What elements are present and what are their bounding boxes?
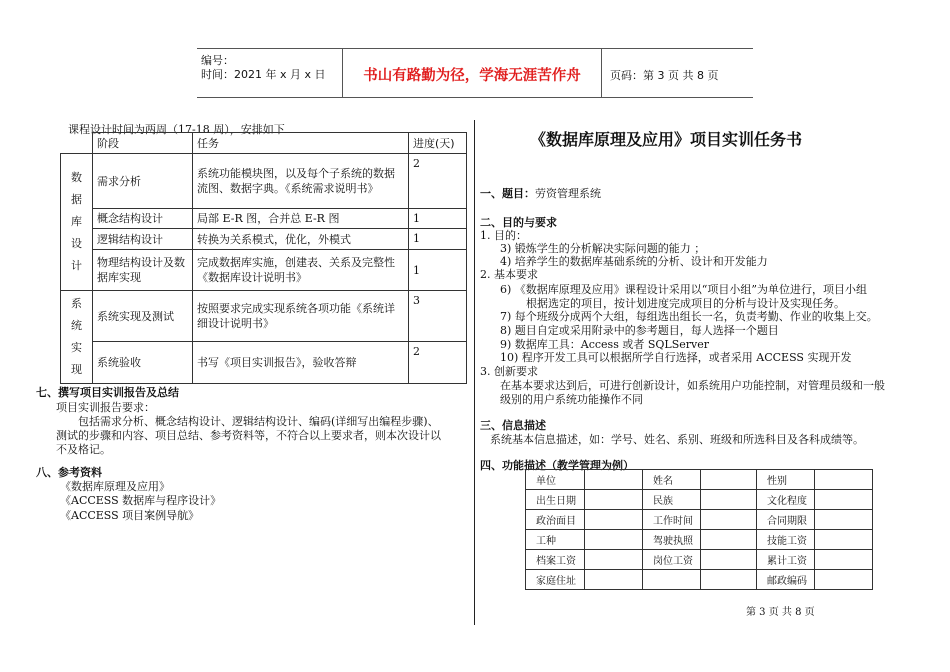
field-value (701, 550, 757, 570)
section2-line: 6) 《数据库原理及应用》课程设计采用以“项目小组”为单位进行，项目小组 (500, 283, 868, 296)
field-value (585, 570, 643, 590)
field-label: 档案工资 (526, 550, 585, 570)
header-meta (197, 49, 343, 97)
section2-line: 根据选定的项目，按计划进度完成项目的分析与设计及实现任务。 (526, 297, 845, 310)
time-label: 时间：2021 年 x 月 x 日 (201, 68, 326, 81)
field-label: 技能工资 (757, 530, 815, 550)
section2-line: 3. 创新要求 (480, 365, 538, 378)
days-cell: 1 (409, 229, 467, 250)
table-row (61, 229, 467, 250)
field-value (585, 550, 643, 570)
table-row (526, 530, 873, 550)
field-label: 出生日期 (526, 490, 585, 510)
field-label: 家庭住址 (526, 570, 585, 590)
field-label: 驾驶执照 (643, 530, 701, 550)
section2-line: 2. 基本要求 (480, 268, 538, 281)
table-row (61, 250, 467, 291)
section2-line: 7) 每个班级分成两个大组，每组选出组长一名，负责考勤、作业的收集上交。 (500, 310, 878, 323)
table-row (526, 550, 873, 570)
group-label-sys: 系 统 实 现 (61, 291, 93, 384)
section1-label: 一、题目： (480, 187, 535, 200)
task-cell: 转换为关系模式，优化，外模式 (193, 229, 409, 250)
field-value (815, 550, 873, 570)
days-cell: 1 (409, 250, 467, 291)
section1 (480, 185, 601, 201)
field-label: 政治面目 (526, 510, 585, 530)
phase-cell: 概念结构设计 (93, 209, 193, 229)
section2-line: 1. 目的： (480, 229, 527, 242)
field-value (815, 470, 873, 490)
schedule-table (60, 132, 467, 384)
field-value (701, 570, 757, 590)
field-value (815, 570, 873, 590)
phase-cell: 需求分析 (93, 154, 193, 209)
field-value (585, 470, 643, 490)
section2-line: 在基本要求达到后，可进行创新设计，如系统用户功能控制，对管理员级和一般 (500, 379, 885, 392)
field-value (701, 530, 757, 550)
field-value (701, 470, 757, 490)
task-cell: 局部 E-R 图，合并总 E-R 图 (193, 209, 409, 229)
phase-cell: 系统验收 (93, 342, 193, 384)
header-page-cell (602, 49, 753, 97)
field-value (701, 510, 757, 530)
section1-value: 劳资管理系统 (535, 187, 601, 200)
section7-line: 项目实训报告要求： (56, 401, 155, 414)
field-label (643, 570, 701, 590)
document-title: 《数据库原理及应用》项目实训任务书 (530, 130, 803, 149)
section3-title: 三、信息描述 (480, 419, 546, 432)
field-label: 民族 (643, 490, 701, 510)
days-cell: 2 (409, 342, 467, 384)
header-phase: 阶段 (93, 133, 193, 154)
table-row (61, 154, 467, 209)
header-motto-cell (343, 49, 602, 97)
field-label: 文化程度 (757, 490, 815, 510)
phase-cell: 逻辑结构设计 (93, 229, 193, 250)
header-days: 进度(天) (409, 133, 467, 154)
header-task: 任务 (193, 133, 409, 154)
reference-item: 《ACCESS 数据库与程序设计》 (60, 494, 222, 507)
reference-item: 《数据库原理及应用》 (60, 480, 170, 493)
section2-line: 级别的用户系统功能操作不同 (500, 393, 643, 406)
section7-line: 不及格记。 (56, 443, 111, 456)
section2-line: 9) 数据库工具：Access 或者 SQLServer (500, 338, 709, 351)
days-cell: 3 (409, 291, 467, 342)
phase-cell: 系统实现及测试 (93, 291, 193, 342)
field-value (815, 490, 873, 510)
field-value (585, 490, 643, 510)
field-label: 单位 (526, 470, 585, 490)
page-footer: 第 3 页 共 8 页 (746, 607, 815, 618)
schedule-intro: 课程设计时间为两周（17-18 周），安排如下 (68, 123, 285, 136)
field-label: 合同期限 (757, 510, 815, 530)
field-value (815, 530, 873, 550)
section8-title: 八、参考资料 (36, 466, 102, 479)
task-cell: 系统功能模块图，以及每个子系统的数据流图、数据字典。《系统需求说明书》 (193, 154, 409, 209)
field-label: 性别 (757, 470, 815, 490)
field-label: 累计工资 (757, 550, 815, 570)
days-cell: 1 (409, 209, 467, 229)
table-row (526, 470, 873, 490)
field-label: 工种 (526, 530, 585, 550)
section2-title: 二、目的与要求 (480, 216, 557, 229)
field-value (585, 510, 643, 530)
days-cell: 2 (409, 154, 467, 209)
task-cell: 完成数据库实施，创建表、关系及完整性 《数据库设计说明书》 (193, 250, 409, 291)
phase-cell: 物理结构设计及数据库实现 (93, 250, 193, 291)
field-value (585, 530, 643, 550)
task-cell: 按照要求完成实现系统各项功能《系统详细设计说明书》 (193, 291, 409, 342)
function-table (525, 469, 873, 590)
task-cell: 书写《项目实训报告》，验收答辩 (193, 342, 409, 384)
table-row (526, 490, 873, 510)
field-label: 工作时间 (643, 510, 701, 530)
field-label: 姓名 (643, 470, 701, 490)
table-row (61, 209, 467, 229)
group-label-db: 数 据 库 设 计 (61, 154, 93, 291)
section7-title: 七、撰写项目实训报告及总结 (36, 386, 179, 399)
number-label: 编号： (201, 54, 234, 67)
motto: 书山有路勤为径，学海无涯苦作舟 (363, 68, 581, 84)
section2-line: 8) 题目自定或采用附录中的参考题目，每人选择一个题目 (500, 324, 779, 337)
table-row (526, 570, 873, 590)
reference-item: 《ACCESS 项目案例导航》 (60, 509, 200, 522)
table-header-row (61, 133, 467, 154)
table-row (61, 291, 467, 342)
section7-line: 测试的步骤和内容、项目总结、参考资料等，不符合以上要求者，则本次设计以 (56, 429, 441, 442)
section3-text: 系统基本信息描述，如：学号、姓名、系别、班级和所选科目及各科成绩等。 (490, 433, 864, 446)
page-label: 页码：第 3 页 共 8 页 (610, 69, 719, 82)
section2-line: 3) 锻炼学生的分析解决实际问题的能力 ； (500, 242, 706, 255)
table-row (61, 342, 467, 384)
section2-line: 4) 培养学生的数据库基础系统的分析、设计和开发能力 (500, 255, 768, 268)
section7-line: 包括需求分析、概念结构设计、逻辑结构设计、编码(详细写出编程步骤)、 (78, 415, 439, 428)
column-divider (474, 120, 475, 625)
field-value (701, 490, 757, 510)
field-label: 岗位工资 (643, 550, 701, 570)
section2-line: 10) 程序开发工具可以根据所学自行选择，或者采用 ACCESS 实现开发 (500, 351, 852, 364)
field-label: 邮政编码 (757, 570, 815, 590)
field-value (815, 510, 873, 530)
table-row (526, 510, 873, 530)
section4-title: 四、功能描述（教学管理为例） (480, 459, 634, 472)
page-header (197, 48, 753, 98)
